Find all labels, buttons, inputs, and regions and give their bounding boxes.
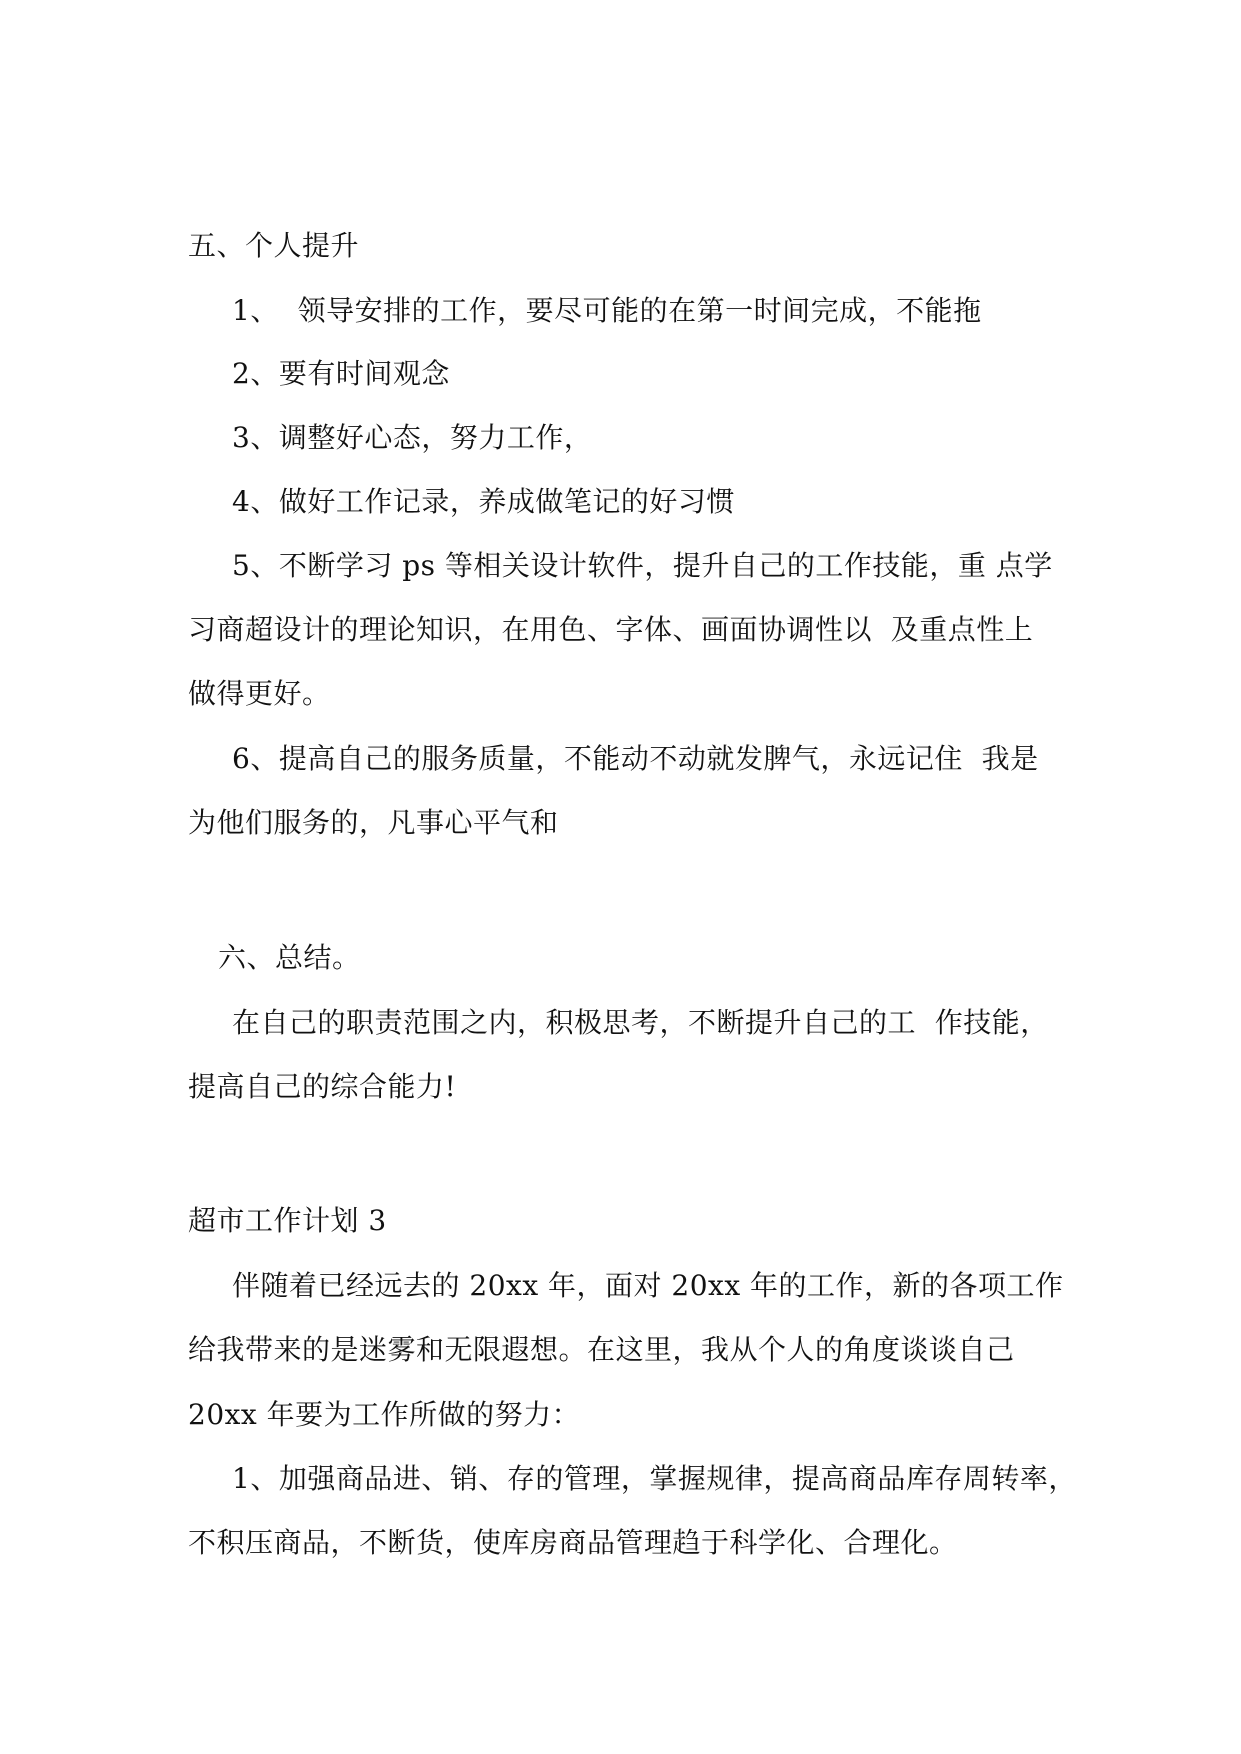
paragraph-line: 伴随着已经远去的 20xx 年，面对 20xx 年的工作，新的各项工作 (232, 1269, 1064, 1302)
list-item: 2、要有时间观念 (232, 357, 450, 390)
paragraph-line: 在自己的职责范围之内，积极思考，不断提升自己的工 作技能， (232, 1006, 1049, 1039)
list-item: 4、做好工作记录，养成做笔记的好习惯 (232, 485, 735, 518)
section-heading-summary: 六、总结。 (218, 941, 361, 974)
paragraph-line: 给我带来的是迷雾和无限遐想。在这里，我从个人的角度谈谈自己 (188, 1333, 1015, 1366)
paragraph-line: 5、不断学习 ps 等相关设计软件，提升自己的工作技能，重 点学 (232, 549, 1053, 582)
list-item: 3、调整好心态，努力工作， (232, 421, 593, 454)
paragraph-line: 20xx 年要为工作所做的努力： (188, 1398, 581, 1431)
paragraph-line: 不积压商品，不断货，使库房商品管理趋于科学化、合理化。 (188, 1526, 958, 1559)
paragraph-line: 提高自己的综合能力! (188, 1070, 457, 1103)
paragraph-line: 1、加强商品进、销、存的管理，掌握规律，提高商品库存周转率， (232, 1462, 1077, 1495)
list-item: 1、 领导安排的工作，要尽可能的在第一时间完成，不能拖 (232, 294, 982, 327)
section-heading-personal-improvement: 五、个人提升 (188, 229, 360, 262)
paragraph-line: 6、提高自己的服务质量，不能动不动就发脾气，永远记住 我是 (232, 742, 1039, 775)
document-section-title: 超市工作计划 3 (188, 1204, 387, 1237)
paragraph-line: 习商超设计的理论知识，在用色、字体、画面协调性以 及重点性上 (188, 613, 1034, 646)
paragraph-line: 做得更好。 (188, 677, 331, 710)
paragraph-line: 为他们服务的，凡事心平气和 (188, 806, 559, 839)
